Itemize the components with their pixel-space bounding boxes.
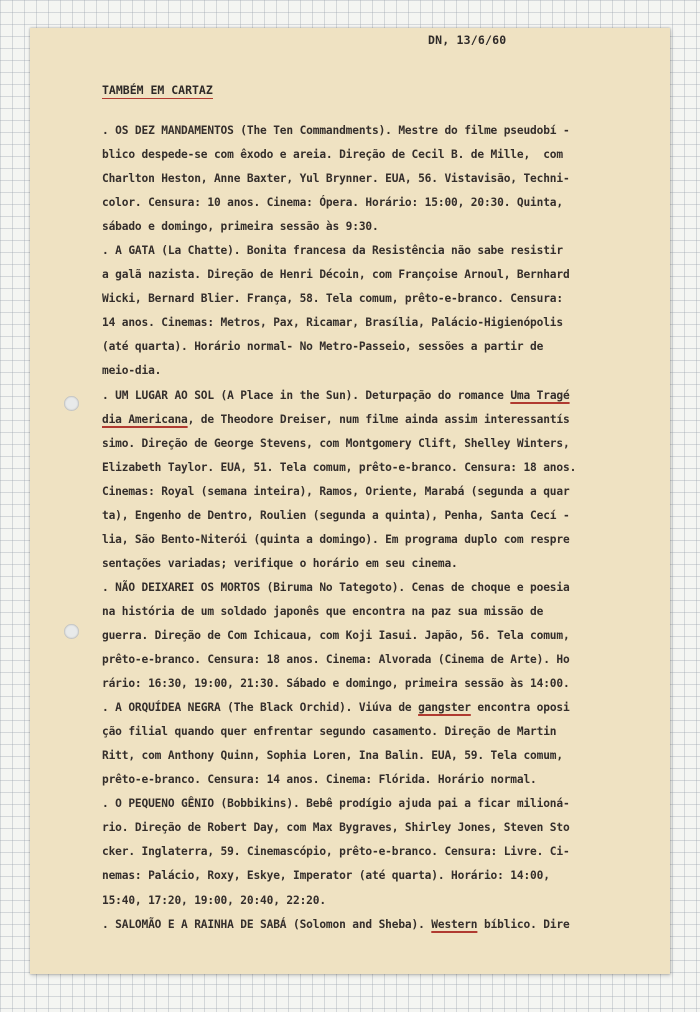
text-line: [102, 191, 662, 215]
text-line: [102, 408, 662, 432]
text-line: [102, 889, 662, 913]
text-segment: Charlton Heston, Anne Baxter, Yul Brynner. EUA, 56. Vistavisão, Techni-: [102, 172, 570, 186]
text-segment: . O PEQUENO GÊNIO (Bobbikins). Bebê prodígio ajuda pai a ficar milioná-: [102, 797, 570, 811]
punch-hole: [64, 396, 79, 411]
underlined-segment: dia Americana: [102, 412, 188, 426]
text-segment: . A GATA (La Chatte). Bonita francesa da Resistência não sabe resistir: [102, 244, 563, 258]
text-line: [102, 864, 662, 888]
underlined-segment: gangster: [418, 701, 471, 715]
text-segment: bíblico. Dire: [477, 917, 570, 931]
text-line: [102, 263, 662, 287]
text-line: [102, 600, 662, 624]
text-line: [102, 840, 662, 864]
text-segment: sábado e domingo, primeira sessão às 9:30.: [102, 220, 379, 234]
text-line: [102, 576, 662, 600]
text-segment: meio-dia.: [102, 364, 162, 378]
text-segment: a galã nazista. Direção de Henri Décoin, com Françoise Arnoul, Bernhard: [102, 268, 570, 282]
section-title: TAMBÉM EM CARTAZ: [102, 83, 213, 97]
text-segment: Elizabeth Taylor. EUA, 51. Tela comum, prêto-e-branco. Censura: 18 anos.: [102, 460, 577, 474]
text-line: [102, 768, 662, 792]
text-segment: blico despede-se com êxodo e areia. Direção de Cecil B. de Mille, com: [102, 148, 563, 162]
text-line: [102, 311, 662, 335]
text-segment: prêto-e-branco. Censura: 14 anos. Cinema: Flórida. Horário normal.: [102, 773, 537, 787]
text-segment: Wicki, Bernard Blier. França, 58. Tela comum, prêto-e-branco. Censura:: [102, 292, 563, 306]
text-line: [102, 504, 662, 528]
text-segment: . UM LUGAR AO SOL (A Place in the Sun). Deturpação do romance: [102, 388, 511, 402]
text-line: [102, 215, 662, 239]
text-line: [102, 696, 662, 720]
text-line: [102, 119, 662, 143]
text-segment: Cinemas: Royal (semana inteira), Ramos, Oriente, Marabá (segunda a quar: [102, 484, 570, 498]
text-line: [102, 359, 662, 383]
text-segment: . NÃO DEIXAREI OS MORTOS (Biruma No Tategoto). Cenas de choque e poesia: [102, 580, 570, 594]
text-segment: nemas: Palácio, Roxy, Eskye, Imperator (até quarta). Horário: 14:00,: [102, 869, 550, 883]
text-line: [102, 480, 662, 504]
text-line: [102, 239, 662, 263]
review-body: [102, 119, 662, 937]
text-line: [102, 792, 662, 816]
text-line: [102, 432, 662, 456]
text-segment: . A ORQUÍDEA NEGRA (The Black Orchid). Viúva de: [102, 701, 419, 715]
underlined-segment: Western: [431, 917, 478, 931]
text-segment: (até quarta). Horário normal- No Metro-Passeio, sessões a partir de: [102, 340, 544, 354]
text-segment: na história de um soldado japonês que encontra na paz sua missão de: [102, 604, 544, 618]
text-segment: prêto-e-branco. Censura: 18 anos. Cinema: Alvorada (Cinema de Arte). Ho: [102, 653, 570, 667]
text-line: [102, 456, 662, 480]
text-line: [102, 913, 662, 937]
text-line: [102, 624, 662, 648]
text-segment: . OS DEZ MANDAMENTOS (The Ten Commandments). Mestre do filme pseudobí -: [102, 124, 570, 137]
text-segment: . SALOMÃO E A RAINHA DE SABÁ (Solomon and Sheba).: [102, 917, 432, 931]
text-segment: Ritt, com Anthony Quinn, Sophia Loren, Ina Balin. EUA, 59. Tela comum,: [102, 749, 563, 763]
text-line: [102, 816, 662, 840]
typewritten-page: [30, 28, 670, 974]
text-line: [102, 672, 662, 696]
text-segment: color. Censura: 10 anos. Cinema: Ópera. Horário: 15:00, 20:30. Quinta,: [102, 196, 563, 210]
text-segment: guerra. Direção de Com Ichicaua, com Koji Iasui. Japão, 56. Tela comum,: [102, 628, 570, 642]
text-line: [102, 167, 662, 191]
text-line: [102, 143, 662, 167]
header-date: DN, 13/6/60: [428, 33, 507, 47]
text-segment: simo. Direção de George Stevens, com Montgomery Clift, Shelley Winters,: [102, 436, 570, 450]
punch-hole: [64, 624, 79, 639]
text-segment: sentações variadas; verifique o horário em seu cinema.: [102, 556, 458, 570]
text-line: [102, 287, 662, 311]
text-segment: 15:40, 17:20, 19:00, 20:40, 22:20.: [102, 893, 326, 907]
text-line: [102, 335, 662, 359]
text-line: [102, 648, 662, 672]
text-line: [102, 552, 662, 576]
text-segment: ta), Engenho de Dentro, Roulien (segunda a quinta), Penha, Santa Cecí -: [102, 508, 570, 522]
text-segment: ção filial quando quer enfrentar segundo casamento. Direção de Martin: [102, 725, 557, 739]
text-segment: cker. Inglaterra, 59. Cinemascópio, prêto-e-branco. Censura: Livre. Ci-: [102, 845, 570, 859]
text-segment: encontra oposi: [470, 701, 570, 715]
text-segment: 14 anos. Cinemas: Metros, Pax, Ricamar, Brasília, Palácio-Higienópolis: [102, 316, 563, 330]
text-segment: rário: 16:30, 19:00, 21:30. Sábado e domingo, primeira sessão às 14:00.: [102, 677, 570, 691]
text-segment: lia, São Bento-Niterói (quinta a domingo). Em programa duplo com respre: [102, 532, 570, 546]
text-line: [102, 528, 662, 552]
text-segment: , de Theodore Dreiser, num filme ainda assim interessantís: [187, 412, 570, 426]
text-segment: rio. Direção de Robert Day, com Max Bygraves, Shirley Jones, Steven Sto: [102, 821, 570, 835]
text-line: [102, 384, 662, 408]
text-line: [102, 720, 662, 744]
text-line: [102, 744, 662, 768]
underlined-segment: Uma Tragé: [510, 388, 570, 402]
